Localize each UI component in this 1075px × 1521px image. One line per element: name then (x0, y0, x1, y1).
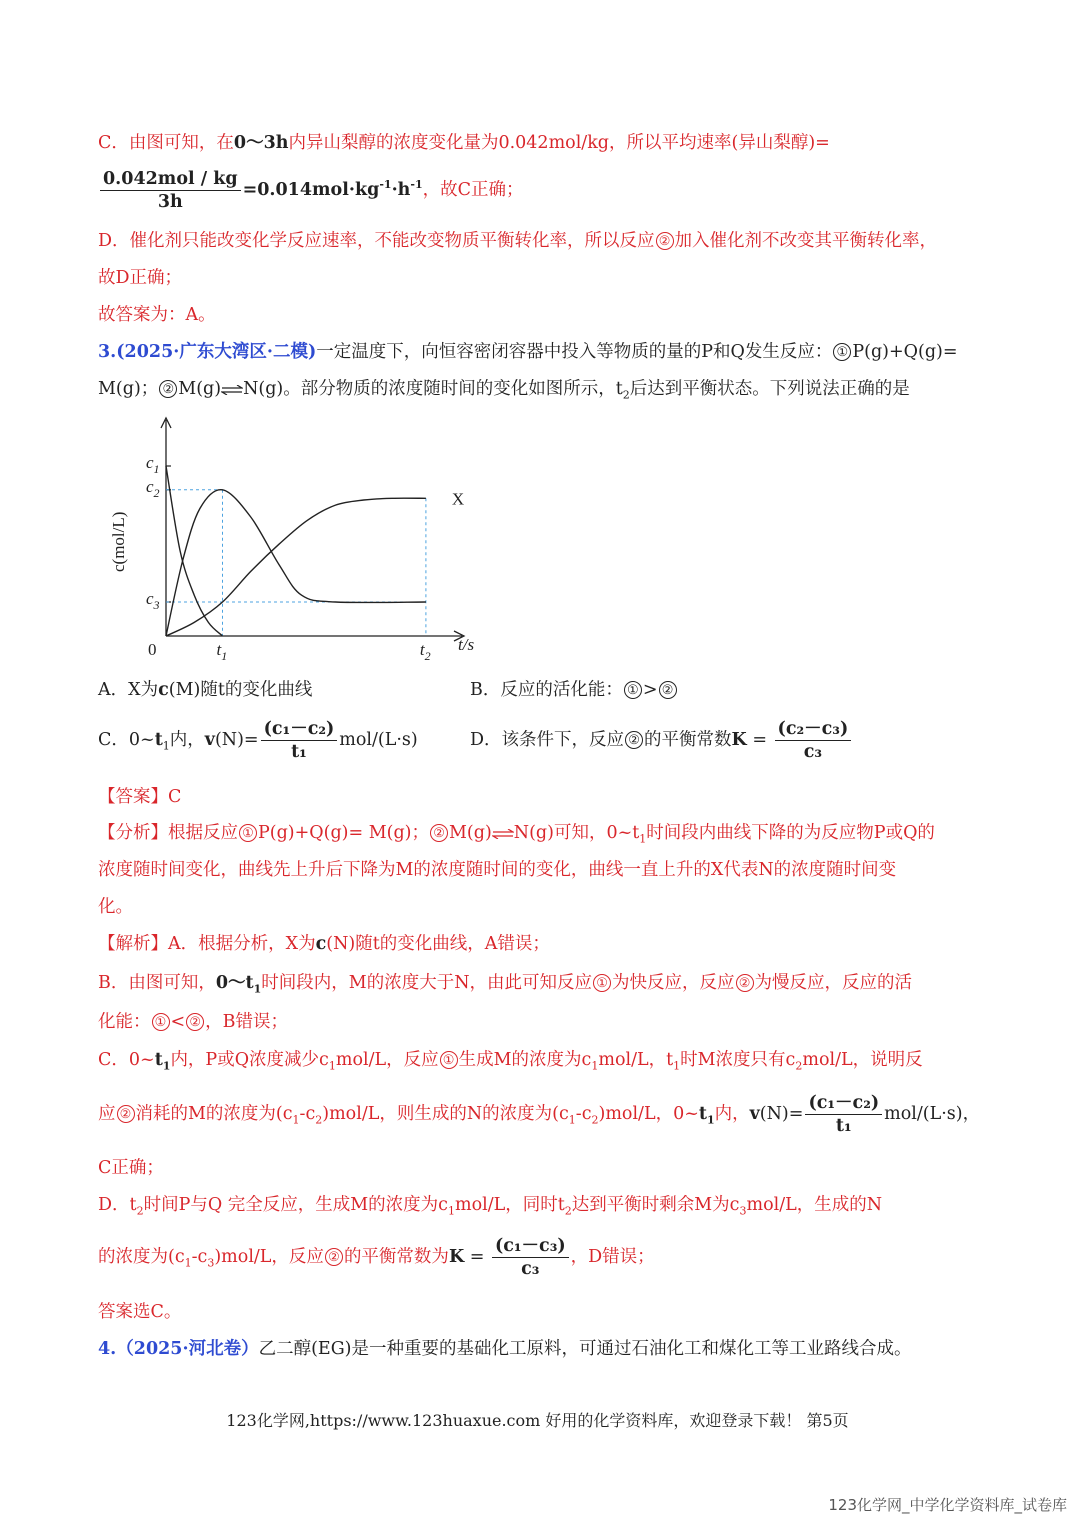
solution-b-line2: 化能： ① < ② ，B错误； (98, 1012, 289, 1032)
solution-final: 答案选C。 (98, 1302, 182, 1322)
prev-option-c-line1: C．由图可知，在0～3h内异山梨醇的浓度变化量为0.042mol/kg，所以平均速率(异山梨醇)= (98, 133, 830, 153)
chart-curves (166, 466, 426, 636)
option-c: C．$0\sim t_1$内，v(N)= $\frac{\text{(c₁－c₂)}}{\text{t₁}}$ mol/(L·s) (98, 719, 418, 762)
option-d: D．该条件下，反应 ② 的平衡常数K = $\frac{\text{(c₂－c₃)}}{\text{c₃}}$ (470, 718, 853, 763)
analysis-line1: 【分析】根据反应 ① P(g)+Q(g)= M(g)； ② M(g) N(g)可知，$0\sim t_1$时间段内曲线下降的为反应物P或Q的 (98, 823, 935, 846)
equilibrium-arrow-icon (221, 385, 243, 395)
tick-label-t2: $t_2$ (419, 640, 431, 663)
equilibrium-arrow-icon (492, 829, 514, 839)
chart-guides (166, 490, 426, 636)
solution-b-line1: B．由图可知，$0\sim t_1$时间段内，M的浓度大于N，由此可知反应 ① 为快反应，反应 ② 为慢反应，反应的活 (98, 973, 913, 996)
option-a: A．X为c(M)随t的变化曲线 (98, 680, 313, 700)
origin-label: 0 (148, 640, 157, 659)
chart-labels (109, 453, 474, 663)
question-3-line2: M(g)； ② M(g) N(g)。部分物质的浓度随时间的变化如图所示，$t_2$后达到平衡状态。下列说法正确的是 (98, 379, 910, 402)
solution-a: 【解析】A．根据分析，X为c(N)随t的变化曲线，A错误； (98, 934, 550, 954)
solution-d-line2: 的浓度为$(c_1-c_3)mol/L$，反应 ② 的平衡常数为K = $\frac{\text{(c₁－c₃)}}{\text{c₃}}$ ，D错误； (98, 1236, 655, 1279)
solution-c-line2: 应 ② 消耗的M的浓度为$(c_1-c_2)mol/L$，则生成的N的浓度为$(c_1-c_2)mol/L$，$0\sim t_1$内，v(N)= $\frac{\text{(c₁－c₂)}}{\text{t₁}}$ mol/(L·s)， (98, 1093, 981, 1136)
tick-label-t1: $t_1$ (216, 640, 228, 663)
question-4: 4.（2025·河北卷）乙二醇(EG)是一种重要的基础化工原料，可通过石油化工和煤化工等工业路线合成。 (98, 1339, 912, 1359)
tick-label-c1: $c_1$ (146, 453, 160, 476)
x-axis-label: t/s (458, 635, 475, 654)
prev-answer: 故答案为：A。 (98, 305, 216, 325)
question-3-line1: 3.(2025·广东大湾区·二模)一定温度下，向恒容密闭容器中投入等物质的量的P和Q发生反应： ① P(g)+Q(g)= (98, 342, 958, 362)
solution-c-line3: C正确； (98, 1158, 164, 1178)
answer: 【答案】C (98, 787, 182, 807)
tick-label-c3: $c_3$ (146, 589, 160, 612)
series-label-x: X (451, 489, 465, 509)
prev-option-d-line2: 故D正确； (98, 268, 183, 288)
prev-option-c-line2: $\frac{\text{0.042mol / kg}}{3h}$ $=0.014mol\cdot kg^{-1}\cdot h^{-1}$，故C正确； (98, 168, 524, 213)
analysis-line3: 化。 (98, 897, 133, 917)
concentration-time-chart (100, 412, 490, 667)
solution-d-line1: D．$t_2$时间P与Q 完全反应，生成M的浓度为$c_1mol/L$，同时$t_2$达到平衡时剩余M为$c_3mol/L$，生成的N (98, 1195, 883, 1218)
y-axis-label: c(mol/L) (109, 511, 128, 572)
chart-axes (161, 418, 464, 641)
curve-x-n (166, 498, 426, 636)
page-footer: 123化学网,https://www.123huaxue.com 好用的化学资料库，欢迎登录下载！ 第5页 (226, 1411, 849, 1430)
analysis-line2: 浓度随时间变化，曲线先上升后下降为M的浓度随时间的变化，曲线一直上升的X代表N的浓度随时间变 (98, 860, 897, 880)
watermark: 123化学网_中学化学资料库_试卷库 (828, 1496, 1067, 1514)
option-b: B．反应的活化能： ① > ② (470, 678, 678, 702)
prev-option-d-line1: D．催化剂只能改变化学反应速率，不能改变物质平衡转化率，所以反应 ② 加入催化剂不改变其平衡转化率， (98, 231, 938, 251)
tick-label-c2: $c_2$ (146, 476, 160, 500)
solution-c-line1: C．$0\sim t_1$内，P或Q浓度减少$c_1mol/L$，反应 ① 生成M的浓度为$c_1mol/L$，$t_1$时M浓度只有$c_2mol/L$，说明反 (98, 1050, 923, 1073)
curve-m (166, 490, 426, 636)
